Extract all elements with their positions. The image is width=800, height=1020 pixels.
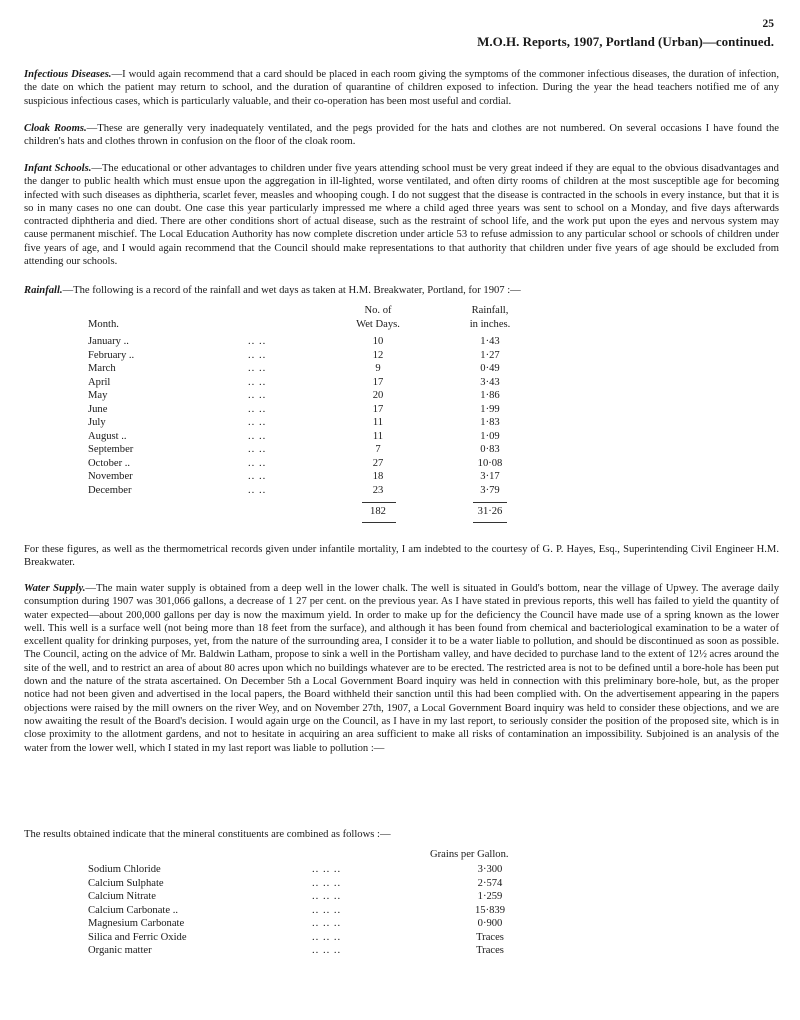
table-row (0, 945, 800, 958)
paragraph-text: —These are generally very inadequately ventilated, and the pegs provided for the hats and clothes are not numbered. On several occasions I have found the children's hats and clothes thrown in confusion on the floor of the cloak room. (24, 123, 779, 148)
total-rule-inches (473, 502, 507, 503)
paragraph-text: —The following is a record of the rainfall and wet days as taken at H.M. Breakwater, Portland, for 1907 :— (62, 285, 521, 296)
dot-leader: .. .. (248, 336, 267, 347)
wet-days-cell: 7 (375, 444, 381, 455)
table-row (0, 891, 800, 904)
table-row (0, 444, 800, 457)
rainfall-cell: 1·83 (480, 417, 500, 428)
grains-value-cell: Traces (476, 931, 504, 943)
rainfall-cell: 1·43 (480, 336, 500, 347)
dot-leader: .. .. (248, 457, 267, 469)
paragraph-text: —The main water supply is obtained from a deep well in the lower chalk. The well is situated in Gould's bottom, near the village of Upwey. The average daily consumption during 1907 was 301,066 gallons, a decrease of 1 27 per cent. on the previous year. As I have stated in previous reports, this well has failed to yield the quantity of water expected—about 200,000 gallons per day is now the maximum yield. In order to make up for the deficiency the Council have made use of a spring known as the lower well. This well is a surface well (not being more than 18 feet from the surface), and although it has been found from chemical and bacteriological examination to be a water of excellent quality for drinking purposes, yet, from the nature of the surrounding area, I consider it to be a water liable to pollution, and should be discontinued as soon as possible. The Council, acting on the advice of Mr. Baldwin Latham, propose to sink a well in the Portisham valley, and have decided to purchase land to the extent of 12½ acres around the site of the well, and to restrict an area of about 80 acres upon which no buildings whatever are to be erected. The restricted area is not to be defined until a bore-hole has been put down and the nature of the strata ascertained. On December 5th a Local Government Board inquiry was held in connection with this preliminary bore-hole, but, as the proper notice had not been given and advertised in the local papers, the Board withheld their sanction until this had been complied with. On the advertisement appearing in the papers objections were raised by the mill owners on the river Wey, and on November 27th, 1907, a Local Government Board inquiry was held to consider these objections, and we are now awaiting the result of the Board's decision. I would again urge on the Council, as I have in my last report, to seriously consider the position of the proposed site, which is in close proximity to the allotment gardens, and not to hesitate in acquiring an area sufficient to make all risks of contamination an impossibility. Subjoined is an analysis of the water from the lower well, which I stated in my last report was liable to pollution :— (24, 583, 780, 754)
table-row (0, 864, 800, 877)
running-head: M.O.H. Reports, 1907, Portland (Urban)—continued. (477, 34, 774, 49)
dot-leader: .. .. .. (312, 891, 342, 902)
rainfall-cell: 1·99 (480, 403, 500, 415)
dot-leader: .. .. (248, 403, 267, 415)
paragraph-text: —The educational or other advantages to children under five years attending school must be very great indeed if they are equal to the obvious disadvantages and the danger to public health which must ensue upon the aggregation in ill-lighted, worse ventilated, and often dirty rooms of children at the most susceptible age for becoming infected with such diseases as diphtheria, scarlet fever, measles and whooping cough. I do not suggest that the disease is contracted in the schools in every instance, but that it is so in many cases no one can doubt. One case this year particularly impressed me where a child aged three years was sent to school on a Monday, and five days afterwards contracted diphtheria and died. There are other conditions short of actual disease, such as the restraint of school life, and the work put upon the eyes and nervous system may cause permanent mischief. The Local Education Authority has now complete discretion under article 53 to refuse admission to any particular school or schools of children under five years of age, and I would again recommend that the Council should make representations to that authority that children under five years of age should be excluded from attending our schools. (24, 163, 779, 268)
constituent-cell: Calcium Nitrate (88, 891, 156, 902)
wet-days-cell: 11 (372, 417, 384, 428)
table-row (0, 417, 800, 430)
column-header-wet-days-line2: Wet Days. (356, 319, 400, 330)
constituent-cell: Magnesium Carbonate (88, 918, 185, 929)
month-cell: January .. (88, 336, 129, 347)
table-row (0, 905, 800, 918)
table-row (0, 377, 800, 390)
constituent-cell: Organic matter (88, 945, 152, 956)
dot-leader: .. .. (248, 390, 267, 401)
dot-leader: .. .. .. (312, 877, 342, 889)
month-cell: April (88, 376, 111, 388)
column-header-month: Month. (88, 319, 119, 330)
total-rainfall: 31·26 (477, 506, 503, 517)
paragraph-lead: Infant Schools. (24, 163, 92, 174)
month-cell: August .. (88, 430, 127, 442)
rainfall-cell: 0·83 (480, 444, 500, 455)
rainfall-cell: 3·43 (480, 376, 500, 388)
paragraph-lead: Infectious Diseases. (24, 69, 112, 80)
paragraph-water-supply (24, 582, 779, 755)
paragraph-figures-credit (24, 543, 779, 570)
analysis-table (0, 846, 800, 986)
rainfall-table (0, 300, 800, 520)
rainfall-cell: 1·27 (480, 349, 500, 361)
table-row (0, 363, 800, 376)
table-row (0, 390, 800, 403)
grains-value-cell: 3·300 (477, 864, 503, 875)
month-cell: October .. (88, 457, 131, 469)
table-row (0, 350, 800, 363)
rainfall-cell: 1·86 (480, 390, 500, 401)
grains-value-cell: Traces (476, 945, 504, 956)
wet-days-cell: 12 (372, 349, 384, 361)
table-row (0, 932, 800, 945)
month-cell: June (88, 403, 108, 415)
column-header-grains: Grains per Gallon. (430, 849, 509, 860)
rainfall-cell: 1·09 (480, 430, 500, 442)
rainfall-cell: 0·49 (480, 363, 500, 374)
table-row (0, 878, 800, 891)
grains-value-cell: 1·259 (477, 891, 503, 902)
month-cell: March (88, 363, 116, 374)
total-underline-days (362, 522, 396, 523)
month-cell: December (88, 484, 132, 496)
total-underline-inches (473, 522, 507, 523)
month-cell: February .. (88, 349, 135, 361)
table-row (0, 431, 800, 444)
constituent-cell: Calcium Carbonate .. (88, 904, 179, 916)
table-row (0, 336, 800, 349)
paragraph-infectious-diseases (24, 68, 779, 108)
dot-leader: .. .. .. (312, 931, 342, 943)
table-row (0, 918, 800, 931)
page-number: 25 (762, 18, 774, 30)
wet-days-cell: 18 (372, 471, 384, 482)
constituent-cell: Calcium Sulphate (88, 877, 164, 889)
rainfall-cell: 10·08 (477, 457, 503, 469)
constituent-cell: Silica and Ferric Oxide (88, 931, 187, 943)
dot-leader: .. .. (248, 471, 267, 482)
paragraph-rainfall (24, 284, 779, 297)
dot-leader: .. .. (248, 430, 267, 442)
paragraph-text: —I would again recommend that a card should be placed in each room giving the symptoms of the commoner infectious diseases, the duration of infection, the date on which the patient may return to school, and the duration of quarantine of children exposed to infection. During the year the head teachers notified me of any suspicious infectious cases, which is particularly valuable, and their co-operation has been most useful and cordial. (24, 69, 779, 107)
wet-days-cell: 27 (372, 457, 384, 469)
column-header-rainfall-line1: Rainfall, (471, 305, 509, 316)
dot-leader: .. .. (248, 376, 267, 388)
dot-leader: .. .. (248, 349, 267, 361)
wet-days-cell: 10 (372, 336, 384, 347)
month-cell: May (88, 390, 108, 401)
month-cell: November (88, 471, 133, 482)
grains-value-cell: 2·574 (477, 877, 503, 889)
column-header-rainfall-line2: in inches. (469, 319, 511, 330)
column-header-wet-days-line1: No. of (364, 305, 392, 316)
grains-value-cell: 15·839 (474, 904, 505, 916)
rainfall-cell: 3·17 (480, 471, 500, 482)
dot-leader: .. .. (248, 417, 267, 428)
paragraph-lead: Rainfall. (24, 285, 63, 296)
wet-days-cell: 17 (372, 376, 384, 388)
constituent-cell: Sodium Chloride (88, 864, 161, 875)
dot-leader: .. .. (248, 484, 267, 496)
paragraph-lead: Water Supply. (24, 583, 86, 594)
paragraph-results (24, 828, 779, 841)
dot-leader: .. .. .. (312, 864, 342, 875)
wet-days-cell: 11 (372, 430, 384, 442)
paragraph-text: The results obtained indicate that the mineral constituents are combined as follows :— (24, 829, 391, 840)
month-cell: September (88, 444, 134, 455)
dot-leader: .. .. .. (312, 904, 342, 916)
table-row (0, 404, 800, 417)
dot-leader: .. .. (248, 444, 267, 455)
dot-leader: .. .. (248, 363, 267, 374)
total-wet-days: 182 (370, 506, 386, 517)
wet-days-cell: 9 (375, 363, 381, 374)
table-row (0, 485, 800, 498)
total-rule-days (362, 502, 396, 503)
paragraph-infant-schools (24, 162, 779, 268)
wet-days-cell: 23 (372, 484, 384, 496)
dot-leader: .. .. .. (312, 918, 342, 929)
rainfall-cell: 3·79 (480, 484, 500, 496)
wet-days-cell: 17 (372, 403, 384, 415)
paragraph-cloak-rooms (24, 122, 779, 149)
grains-value-cell: 0·900 (477, 918, 503, 929)
paragraph-text: For these figures, as well as the thermometrical records given under infantile mortality, I am indebted to the courtesy of G. P. Hayes, Esq., Superintending Civil Engineer H.M. Breakwater. (24, 544, 779, 569)
paragraph-lead: Cloak Rooms. (24, 123, 87, 134)
table-row (0, 471, 800, 484)
month-cell: July (88, 417, 106, 428)
table-row (0, 458, 800, 471)
dot-leader: .. .. .. (312, 945, 342, 956)
wet-days-cell: 20 (372, 390, 384, 401)
